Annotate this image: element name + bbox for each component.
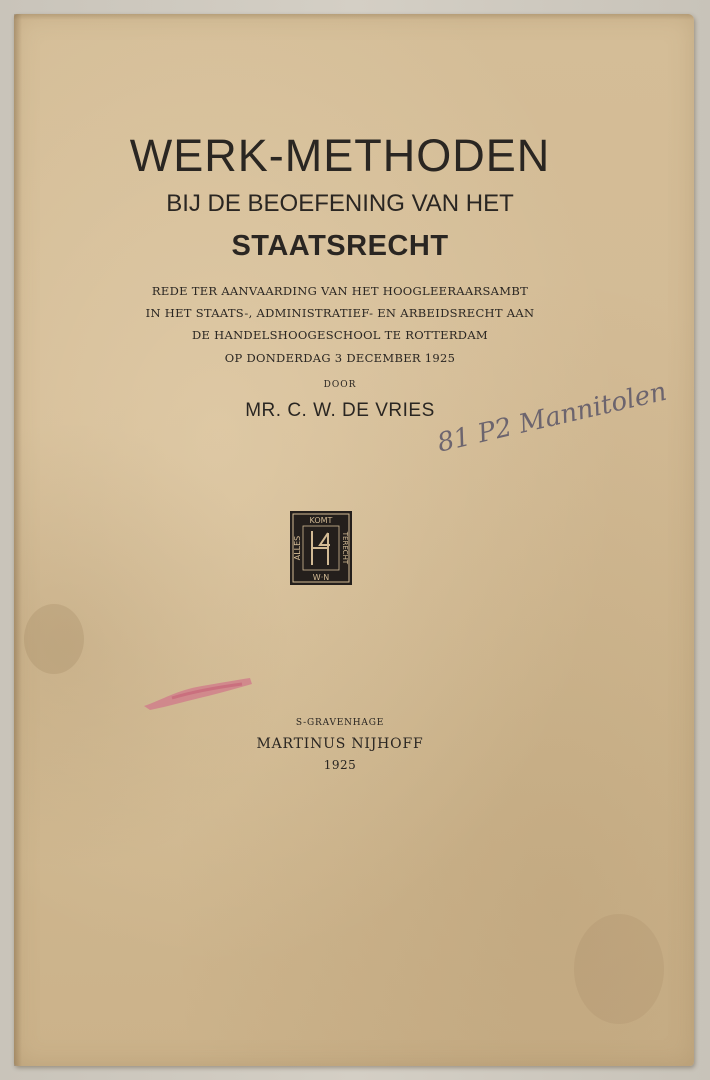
handwritten-note: 81 P2 Mannitolen (434, 376, 670, 459)
book-subtitle: BIJ DE BEOEFENING VAN HET (166, 190, 514, 217)
rede-line: IN HET STAATS-, ADMINISTRATIEF- EN ARBEIDSRECHT AAN (145, 306, 535, 320)
publisher-name: MARTINUS NIJHOFF (256, 736, 424, 752)
rede-line: DE HANDELSHOOGESCHOOL TE ROTTERDAM (191, 328, 489, 342)
logo-top-text: KOMT (309, 516, 333, 525)
book-title: WERK-METHODEN (129, 130, 551, 181)
publication-place: S-GRAVENHAGE (295, 718, 385, 728)
author-name: MR. C. W. DE VRIES (245, 400, 435, 421)
paper-stain (574, 914, 664, 1024)
pink-ink-mark (142, 676, 254, 710)
door-label: DOOR (323, 380, 357, 390)
publication-year: 1925 (323, 758, 357, 772)
paper-stain (24, 604, 84, 674)
rede-line: OP DONDERDAG 3 DECEMBER 1925 (224, 351, 456, 365)
page-edge-shadow (14, 14, 694, 20)
rede-line: REDE TER AANVAARDING VAN HET HOOGLEERAARSAMBT (151, 284, 529, 298)
logo-right-text: TERECHT (341, 531, 349, 565)
logo-left-text: ALLES (293, 535, 302, 561)
logo-bottom-text: W·N (312, 573, 330, 582)
book-subject: STAATSRECHT (231, 230, 449, 262)
book-cover (14, 14, 694, 1066)
publisher-device-icon (290, 511, 352, 585)
